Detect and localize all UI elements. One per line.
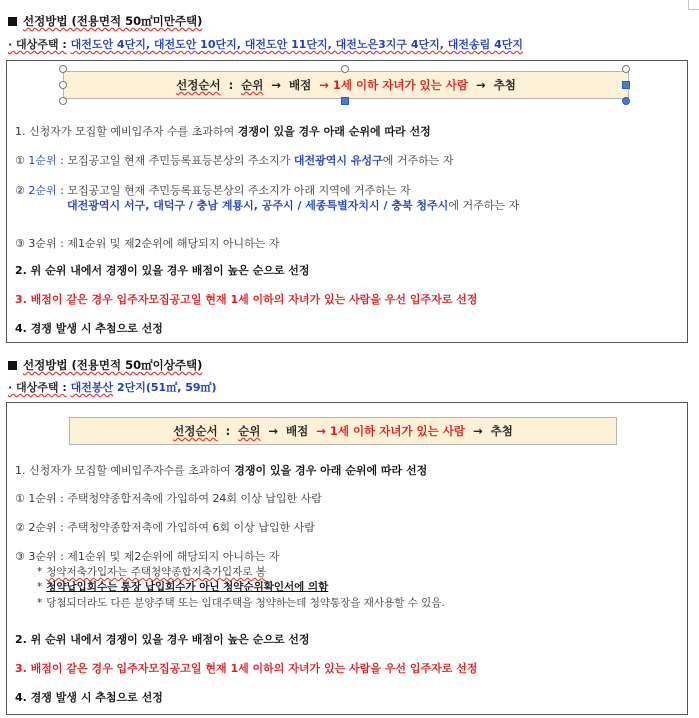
rank1-text: ① 1순위 : 주택청약종합저축에 가입하여 24회 이상 납입한 사람 (15, 492, 322, 505)
resize-handle-icon[interactable] (59, 97, 67, 105)
section2-bullet1 (37, 564, 266, 579)
section1-heading-text: 선정방법 (전용면적 50㎡미만주택) (23, 14, 203, 28)
section1-rank2 (15, 182, 411, 198)
section2-rank2 (15, 519, 315, 535)
arrow-right-icon: → (473, 424, 483, 438)
section2-line3 (15, 660, 477, 676)
order-step2: 배점 (286, 424, 309, 438)
line2-text: 2. 위 순위 내에서 경쟁이 있을 경우 배점이 높은 순으로 선정 (15, 264, 310, 277)
section1-target (8, 36, 523, 52)
bullet2-text: 청약납입회수는 통장 납입회수가 아닌 청약순위확인서에 의함 (46, 581, 329, 593)
rank2-label: 2순위 (28, 184, 57, 197)
rank2-text: ② 2순위 : 주택청약종합저축에 가입하여 6회 이상 납입한 사람 (15, 521, 315, 534)
square-bullet-icon (8, 361, 17, 370)
rank2-sub-post: 에 거주하는 자 (448, 199, 520, 212)
bullet3-text: 당첨되더라도 다른 분양주택 또는 임대주택을 청약하는데 청약통장을 재사용할 수 있음. (46, 597, 445, 609)
line3-text: 3. 배점이 같은 경우 입주자모집공고일 현재 1세 이하의 자녀가 있는 사람을 우선 입주자로 선정 (15, 662, 478, 675)
line1-pre: 1. 신청자가 모집할 예비입주자수를 초과하여 (15, 464, 235, 477)
section2-box (6, 402, 688, 715)
section2-bullet2 (37, 579, 328, 594)
order-colon: : (228, 78, 234, 92)
rank1-text-post: 에 거주하는 자 (382, 154, 454, 167)
section1-order-banner[interactable] (63, 71, 629, 99)
resize-handle-icon[interactable] (59, 81, 67, 89)
line4-text: 4. 경쟁 발생 시 추첨으로 선정 (15, 691, 163, 704)
section2-line1 (15, 462, 427, 478)
order-step4: 추첨 (490, 424, 513, 438)
section2-target-value2: 2단지(51㎡, 59㎡) (116, 381, 217, 394)
rank1-label: 1순위 (28, 154, 57, 167)
resize-handle-icon[interactable] (622, 65, 630, 73)
section2-line2 (15, 631, 310, 647)
line2-text: 2. 위 순위 내에서 경쟁이 있을 경우 배점이 높은 순으로 선정 (15, 633, 310, 646)
resize-handle-icon[interactable] (341, 65, 349, 73)
section2-order-banner[interactable] (69, 417, 617, 445)
rank3-text: 3순위 : 제1순위 및 제2순위에 해당되지 아니하는 자 (28, 237, 280, 250)
section2-rank1 (15, 490, 322, 506)
section2-heading-text: 선정방법 (전용면적 50㎡이상주택) (23, 358, 203, 372)
bullet-mark: * (37, 597, 43, 609)
section2-rank3 (15, 548, 279, 564)
order-step3: → 1세 이하 자녀가 있는 사람 (316, 424, 465, 438)
arrow-right-icon: → (268, 424, 279, 438)
rank2-sub-blue: 대전광역시 서구, 대덕구 / 충남 계룡시, 공주시 / 세종특별자치시 / 충북 청주시 (67, 199, 449, 212)
bullet-mark: * (37, 566, 43, 578)
rotate-handle-icon[interactable] (622, 97, 630, 105)
section2-line4 (15, 689, 163, 705)
section1-line3 (15, 291, 477, 307)
section1-target-value: 대전도안 4단지, 대전도안 10단지, 대전도안 11단지, 대전노은3지구 4단지, 대전송림 4단지 (70, 38, 524, 51)
rank2-prefix: ② (15, 184, 25, 197)
section2-bullet3 (37, 595, 445, 610)
order-label: 선정순서 (176, 78, 221, 92)
section1-target-label: · 대상주택 : (8, 38, 67, 51)
order-step2: 배점 (289, 78, 312, 92)
line1-pre: 1. 신청자가 모집할 예비입주자 수를 초과하여 (15, 125, 238, 138)
resize-handle-icon[interactable] (622, 81, 630, 89)
rank1-prefix: ① (15, 154, 25, 167)
bullet-mark: * (37, 581, 43, 593)
order-colon: : (225, 424, 231, 438)
resize-handle-icon[interactable] (59, 65, 67, 73)
order-step3: → 1세 이하 자녀가 있는 사람 (319, 78, 468, 92)
bullet1-text: 청약저축가입자는 주택청약종합저축가입자로 봄 (46, 566, 266, 578)
line1-bold: 경쟁이 있을 경우 아래 순위에 따라 선정 (234, 464, 428, 477)
section2-heading (8, 357, 202, 373)
page-corner-mark (688, 0, 699, 10)
line4-text: 4. 경쟁 발생 시 추첨으로 선정 (15, 322, 163, 335)
section2-target-label: · 대상주택 : (8, 381, 67, 394)
line3-text: 3. 배점이 같은 경우 입주자모집공고일 현재 1세 이하의 자녀가 있는 사람을 우선 입주자로 선정 (15, 293, 478, 306)
rank2-text: : 모집공고일 현재 주민등록표등본상의 주소지가 아래 지역에 거주하는 자 (56, 184, 411, 197)
order-step1: 순위 (238, 424, 261, 438)
arrow-right-icon: → (476, 78, 486, 92)
section2-target-value: 대전봉산 (70, 381, 114, 394)
order-step1: 순위 (241, 78, 264, 92)
section1-heading (8, 13, 202, 29)
line1-bold: 경쟁이 있을 경우 아래 순위에 따라 선정 (237, 125, 431, 138)
section2-target (8, 379, 217, 395)
square-bullet-icon (8, 17, 17, 26)
section1-line2 (15, 262, 310, 278)
section1-rank2-sub (67, 197, 519, 213)
rank1-text-blue: 대전광역시 유성구 (293, 154, 383, 167)
section1-line1 (15, 123, 431, 139)
rank3-text: ③ 3순위 : 제1순위 및 제2순위에 해당되지 아니하는 자 (15, 550, 280, 563)
section1-rank3 (15, 235, 279, 251)
section1-line4 (15, 320, 163, 336)
order-step4: 추첨 (493, 78, 516, 92)
arrow-right-icon: → (271, 78, 282, 92)
section1-box (6, 60, 688, 343)
order-label: 선정순서 (173, 424, 218, 438)
rank1-text-pre: : 모집공고일 현재 주민등록표등본상의 주소지가 (56, 154, 294, 167)
section1-rank1 (15, 152, 453, 168)
resize-handle-icon[interactable] (341, 97, 349, 105)
rank3-prefix: ③ (15, 237, 25, 250)
